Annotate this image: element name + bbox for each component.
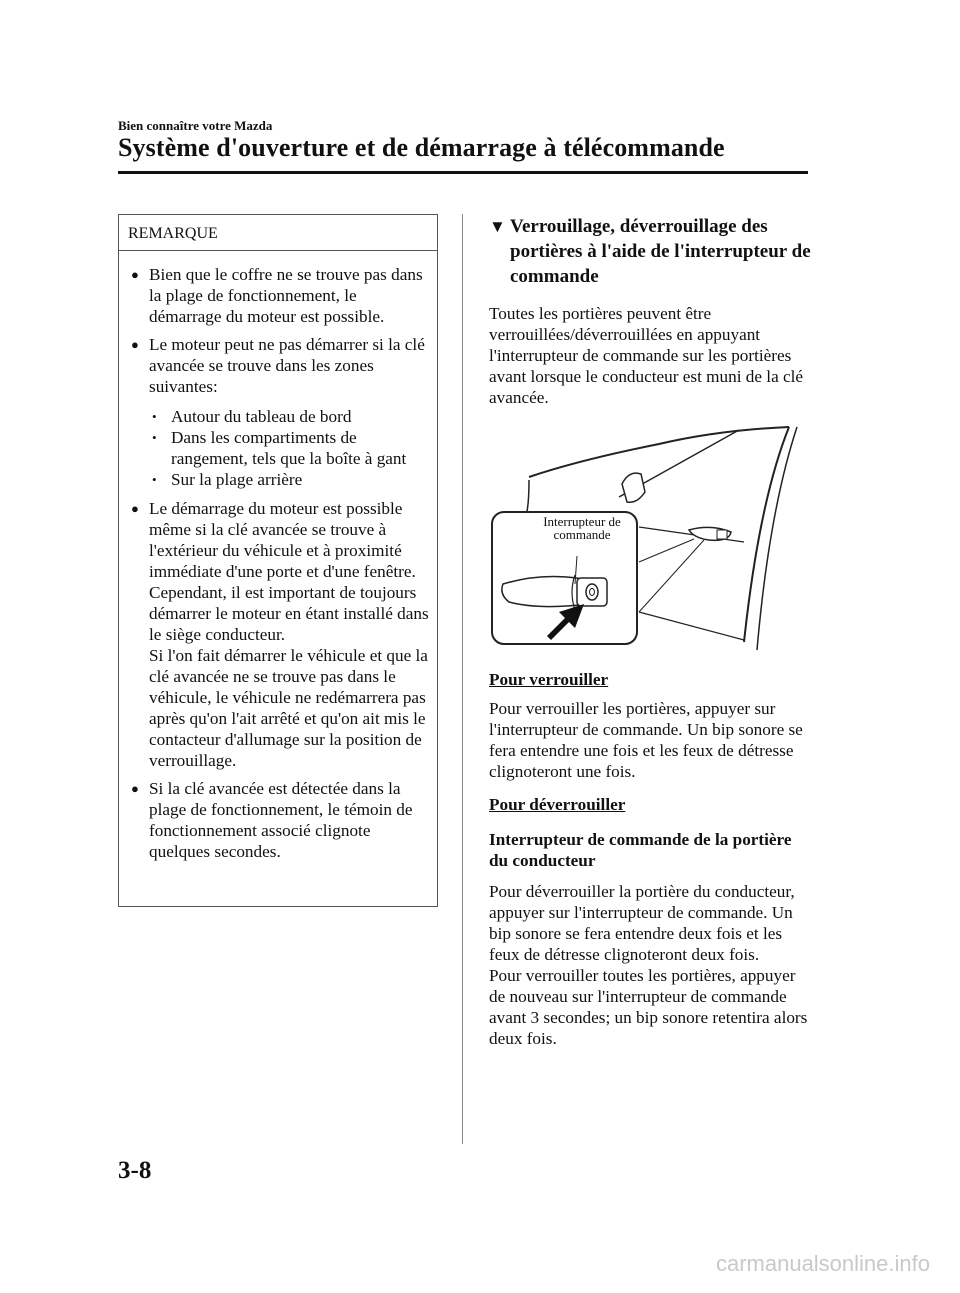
breadcrumb: Bien connaître votre Mazda: [118, 118, 273, 133]
bullet-icon: ●: [131, 781, 139, 796]
sub-list: [119, 406, 431, 490]
figure-label: [532, 515, 632, 541]
sub-item: [119, 427, 431, 469]
bullet-icon: ●: [131, 267, 139, 282]
bullet-icon: •: [152, 472, 157, 487]
triangle-down-icon: ▼: [489, 217, 506, 236]
note-label: REMARQUE: [119, 215, 437, 251]
note-bullet: [119, 778, 431, 862]
note-box: [118, 214, 438, 907]
note-bullet-text: Si la clé avancée est détectée dans la plage de fonctionnement, le témoin de fonctionnement associé clignote quelques secondes.: [149, 779, 413, 861]
lock-heading: Pour verrouiller: [489, 670, 609, 689]
sub-item-text: Autour du tableau de bord: [171, 407, 352, 426]
note-bullet: [119, 264, 431, 327]
sub-item: [119, 469, 431, 490]
unlock-heading: Pour déverrouiller: [489, 795, 626, 814]
note-bullet-continuation: Si l'on fait démarrer le véhicule et que la clé avancée ne se trouve pas dans le véhicule, le véhicule ne redémarrera pas après qu'on l'ait arrêté et qu'on ait mis le contacteur d'allumage sur la position de verrouillage.: [149, 646, 428, 770]
sub-item-text: Dans les compartiments de rangement, tels que la boîte à gant: [171, 428, 407, 468]
unlock-text-2: Pour verrouiller toutes les portières, appuyer de nouveau sur l'interrupteur de commande avant 3 secondes; un bip sonore retentira alors deux fois.: [489, 966, 808, 1048]
watermark: carmanualsonline.info: [715, 1251, 930, 1276]
intro-paragraph: Toutes les portières peuvent être verrouillées/déverrouillées en appuyant l'interrupteur de commande sur les portières avant lorsque le conducteur est muni de la clé avancée.: [489, 304, 804, 407]
unlock-text: Pour déverrouiller la portière du conducteur, appuyer sur l'interrupteur de commande. Un bip sonore se fera entendre deux fois et les feux de détresse clignoteront deux fois.: [489, 882, 795, 964]
note-bullet-text: Le moteur peut ne pas démarrer si la clé avancée se trouve dans les zones suivantes:: [149, 335, 425, 396]
section-heading: [489, 214, 811, 289]
driver-switch-heading: Interrupteur de commande de la portière du conducteur: [489, 830, 792, 870]
right-column: [489, 214, 811, 1049]
column-divider: [462, 214, 463, 1144]
door-switch-illustration: [489, 422, 811, 657]
bullet-icon: ●: [131, 337, 139, 352]
sub-item: [119, 406, 431, 427]
bullet-icon: •: [152, 430, 157, 445]
figure-label-line: commande: [553, 527, 611, 542]
figure-label-line: Interrupteur de: [543, 514, 621, 529]
note-body: [119, 251, 437, 862]
note-bullet: [119, 498, 431, 771]
note-bullet-text: Le démarrage du moteur est possible même si la clé avancée se trouve à l'extérieur du véhicule et à proximité immédiate d'une porte et d'une fenêtre. Cependant, il est important de toujours démarrer le moteur en étant installé dans le siège conducteur.: [149, 499, 429, 644]
section-heading-text: Verrouillage, déverrouillage des portières à l'aide de l'interrupteur de commande: [510, 216, 811, 287]
page-title: Système d'ouverture et de démarrage à télécommande: [118, 133, 725, 162]
bullet-icon: •: [152, 409, 157, 424]
sub-item-text: Sur la plage arrière: [171, 470, 303, 489]
note-bullet-text: Bien que le coffre ne se trouve pas dans la plage de fonctionnement, le démarrage du moteur est possible.: [149, 265, 423, 326]
lock-paragraph: Pour verrouiller les portières, appuyer sur l'interrupteur de commande. Un bip sonore se fera entendre une fois et les feux de détresse clignoteront une fois.: [489, 699, 803, 781]
note-bullet: [119, 334, 431, 490]
unlock-paragraph: [489, 881, 811, 1049]
page-number: 3-8: [118, 1157, 152, 1184]
bullet-icon: ●: [131, 501, 139, 516]
title-rule: [118, 171, 808, 174]
